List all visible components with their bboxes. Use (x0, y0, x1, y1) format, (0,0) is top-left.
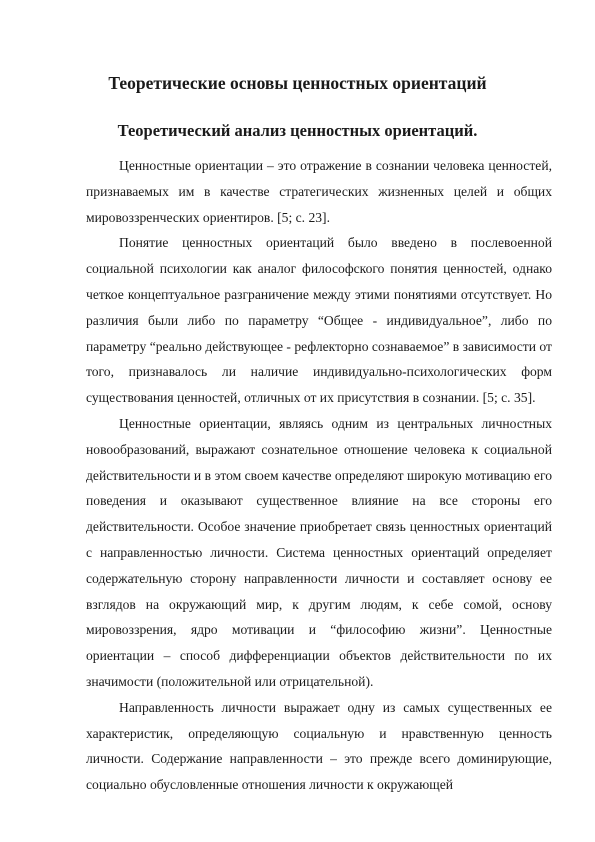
paragraph-3: Ценностные ориентации, являясь одним из центральных личностных новообразований, выражают сознательное отношение человека к социальной действительности и в этом своем качестве определяют широкую мотивацию его поведения и оказывают существенное влияние на все стороны его действительности. Особое значение приобретает связь ценностных ориентаций с направленностью личности. Система ценностных ориентаций определяет содержательную сторону направленности личности и составляет основу ее взглядов на окружающий мир, к другим людям, к себе сомой, основу мировоззрения, ядро мотивации и “философию жизни”. Ценностные ориентации – способ дифференциации объектов действительности по их значимости (положительной или отрицательной). (86, 415, 552, 689)
paragraph-1: Ценностные ориентации – это отражение в сознании человека ценностей, признаваемых им в качестве стратегических жизненных целей и общих мировоззренческих ориентиров. [5; с. 23]. (86, 158, 552, 225)
paragraph-4: Направленность личности выражает одну из самых существенных ее характеристик, определяющую социальную и нравственную ценность личности. Содержание направленности – это прежде всего доминирующие, социально обусловленные отношения личности к окружающей (86, 699, 552, 793)
document-title: Теоретические основы ценностных ориентаций (108, 73, 487, 93)
body-text (86, 153, 552, 798)
paragraph-2: Понятие ценностных ориентаций было введено в послевоенной социальной психологии как аналог философского понятия ценностей, однако четкое концептуальное разграничение между этими понятиями отсутствует. Но различия были либо по параметру “Общее - индивидуальное”, либо по параметру “реально действующее - рефлекторно сознаваемое” в зависимости от того, признавалось ли наличие индивидуально-психологических форм существования ценностей, отличных от их присутствия в сознании. [5; с. 35]. (86, 235, 552, 406)
section-title: Теоретический анализ ценностных ориентаций. (117, 121, 478, 140)
